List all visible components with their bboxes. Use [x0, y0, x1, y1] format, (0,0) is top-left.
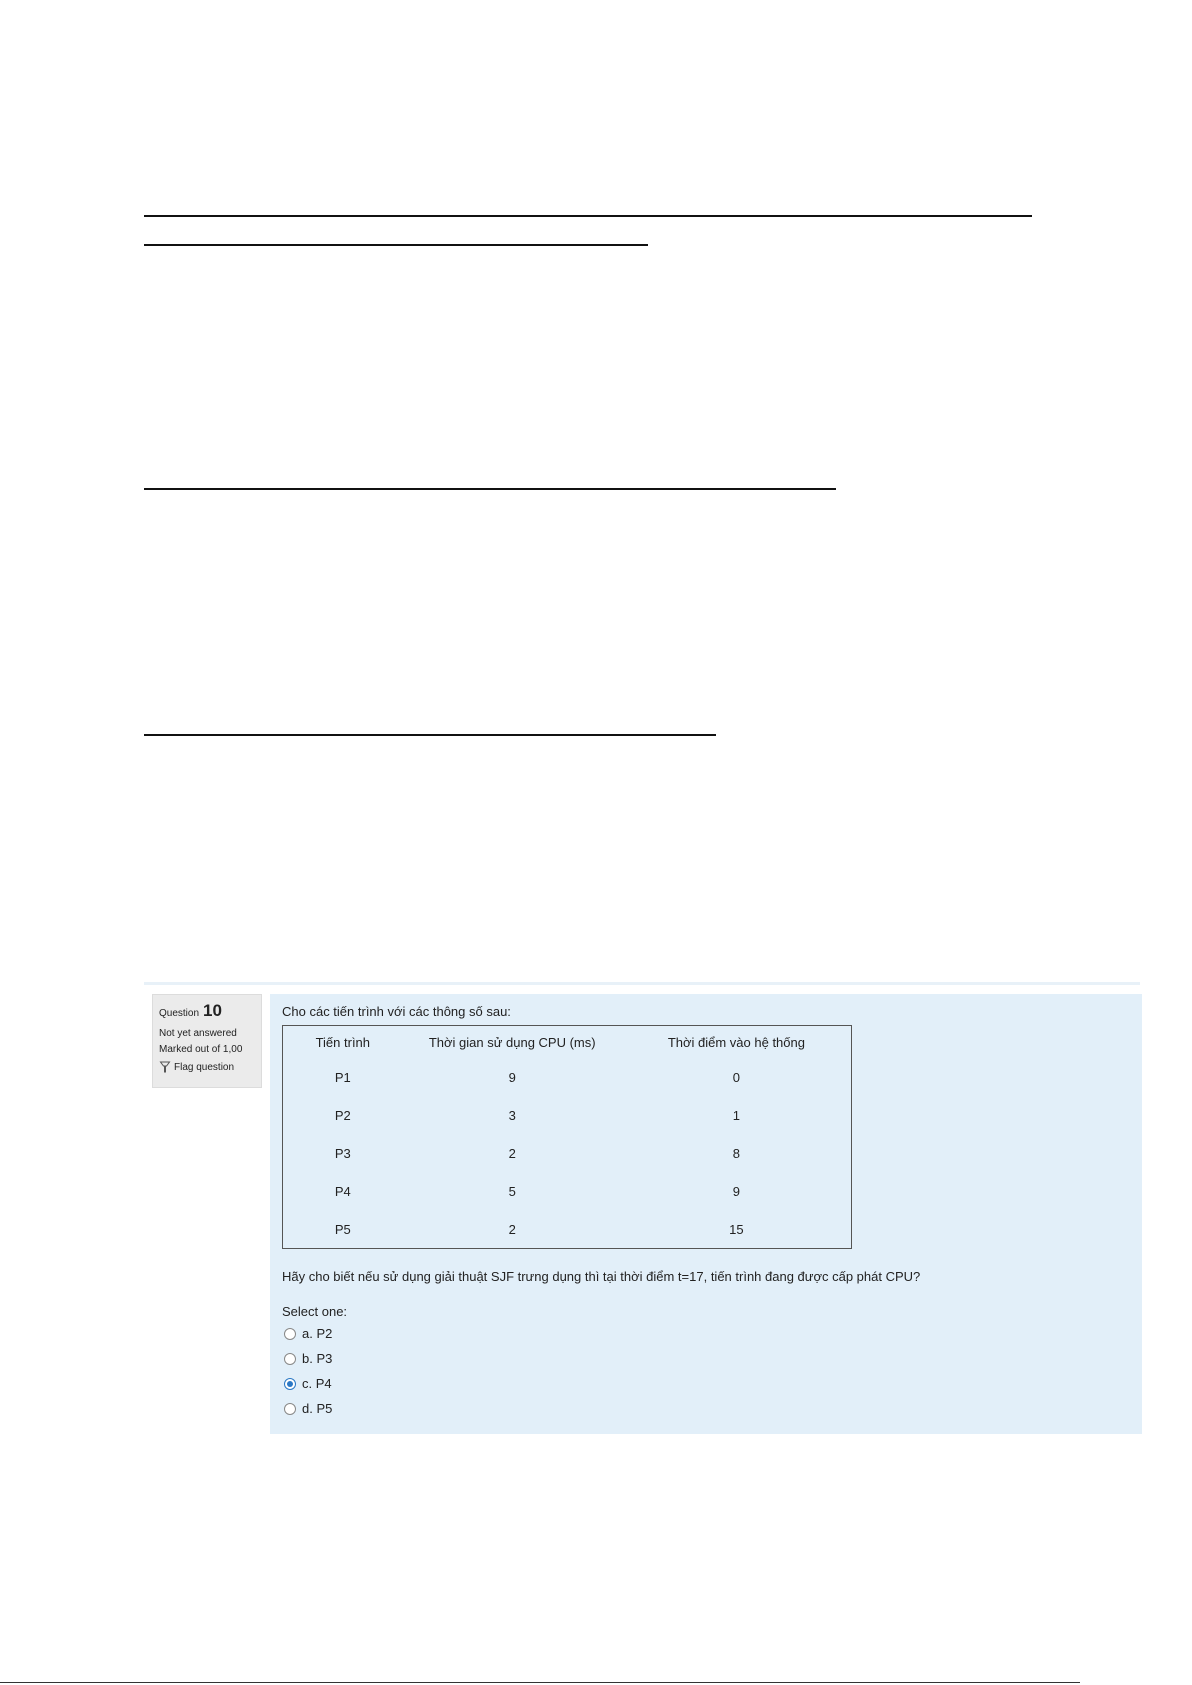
table-header-cell: Thời gian sử dụng CPU (ms): [428, 1034, 596, 1050]
rule-line-4: [144, 734, 716, 736]
table-cell: 0: [732, 1069, 741, 1085]
rule-line-2: [144, 244, 648, 246]
question-intro: Cho các tiến trình với các thông số sau:: [282, 1004, 511, 1019]
question-prompt: Hãy cho biết nếu sử dụng giải thuật SJF trưng dụng thì tại thời điểm t=17, tiến trình đang được cấp phát CPU?: [282, 1269, 921, 1284]
flag-question-label: Flag question: [174, 1061, 235, 1073]
table-row: [283, 1210, 852, 1249]
table-cell: 9: [508, 1069, 516, 1085]
table-cell: P5: [334, 1221, 351, 1237]
question-number-line: [159, 1001, 255, 1023]
table-header-cell: Thời điểm vào hệ thống: [667, 1034, 805, 1050]
question-content: [270, 994, 1142, 1434]
option-b[interactable]: [284, 1346, 1136, 1371]
table-cell: 9: [732, 1183, 741, 1199]
table-cell: 8: [732, 1145, 741, 1161]
table-header-row: [283, 1026, 852, 1059]
table-row: [283, 1058, 852, 1096]
table-row: [283, 1096, 852, 1134]
table-cell: 15: [729, 1221, 744, 1237]
question-status: Not yet answered: [159, 1028, 237, 1039]
table-cell: 3: [508, 1107, 516, 1123]
radio-option-a[interactable]: [284, 1328, 296, 1340]
process-table: [282, 1025, 852, 1249]
footer-rule: [0, 1682, 1080, 1683]
option-a[interactable]: [284, 1321, 1136, 1346]
table-cell: P3: [334, 1145, 351, 1161]
rule-line-3: [144, 488, 836, 490]
option-b-label: b. P3: [302, 1351, 333, 1366]
table-cell: P1: [334, 1069, 351, 1085]
radio-option-b[interactable]: [284, 1353, 296, 1365]
table-row: [283, 1172, 852, 1210]
table-header-cell: Tiến trình: [315, 1034, 371, 1050]
rule-line-1: [144, 215, 1032, 217]
option-d[interactable]: [284, 1396, 1136, 1421]
radio-option-d[interactable]: [284, 1403, 296, 1415]
flag-icon: [159, 1061, 171, 1073]
select-one-label: Select one:: [282, 1304, 348, 1319]
table-cell: P2: [334, 1107, 351, 1123]
option-c[interactable]: [284, 1371, 1136, 1396]
table-cell: P4: [334, 1183, 351, 1199]
option-d-label: d. P5: [302, 1401, 333, 1416]
table-row: [283, 1134, 852, 1172]
flag-question-link[interactable]: [159, 1061, 255, 1073]
table-cell: 5: [508, 1183, 516, 1199]
question-label: Question: [159, 1008, 200, 1019]
table-cell: 2: [508, 1221, 516, 1237]
option-a-label: a. P2: [302, 1326, 333, 1341]
option-c-label: c. P4: [302, 1376, 332, 1391]
table-cell: 2: [508, 1145, 516, 1161]
question-info-panel: [152, 994, 262, 1088]
question-marks: Marked out of 1,00: [159, 1044, 243, 1055]
quiz-top-border: [144, 982, 1140, 985]
radio-option-c[interactable]: [284, 1378, 296, 1390]
question-number: 10: [203, 1001, 222, 1020]
table-cell: 1: [732, 1107, 741, 1123]
